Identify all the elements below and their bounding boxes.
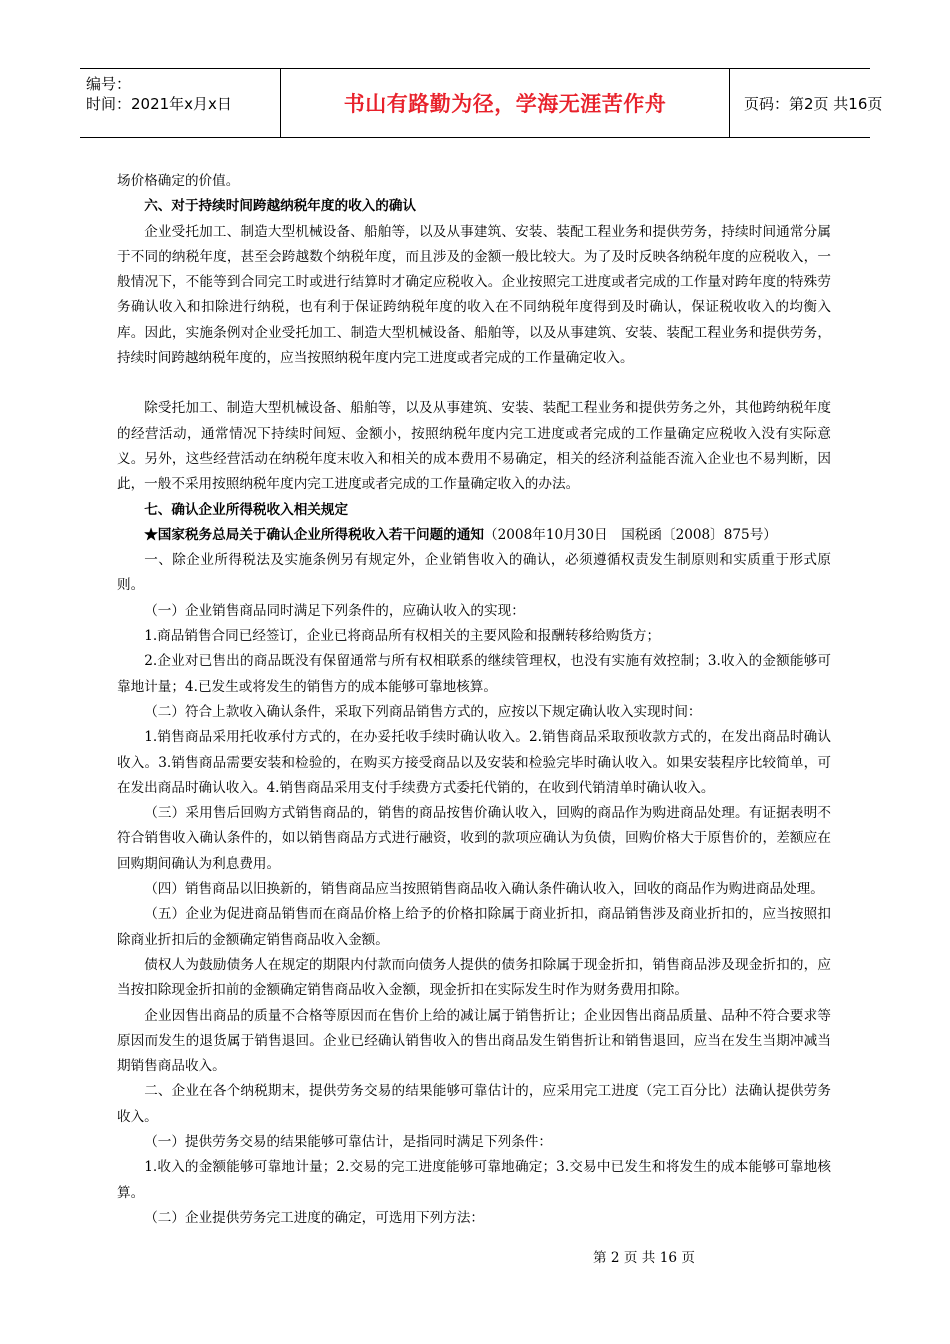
section-heading-7: 七、确认企业所得税收入相关规定 [144,501,349,518]
paragraph: （二）符合上款收入确认条件，采取下列商品销售方式的，应按以下规定确认收入实现时间： [144,703,702,720]
notice-reference: （2008年10月30日 国税函〔2008〕875号） [484,526,777,543]
blank-line [117,371,831,396]
paragraph: 除受托加工、制造大型机械设备、船舶等，以及从事建筑、安装、装配工程业务和提供劳务之外，其他跨纳税年度的经营活动，通常情况下持续时间短、金额小，按照纳税年度内完工进度或者完成的工作量确定应税收入没有实际意义。另外，这些经营活动在纳税年度末收入和相关的成本费用不易确定，相关的经济利益能否流入企业也不易判断，因此，一般不采用按照纳税年度内完工进度或者完成的工作量确定收入的办法。 [117,400,831,493]
paragraph: （二）企业提供劳务完工进度的确定，可选用下列方法： [144,1209,485,1226]
page-header-table [80,68,883,138]
section-heading-6: 六、对于持续时间跨越纳税年度的收入的确认 [144,198,417,215]
notice-heading [117,523,831,548]
header-page-number: 页码：第2页 共16页 [744,94,883,113]
paragraph: 债权人为鼓励债务人在规定的期限内付款而向债务人提供的债务扣除属于现金折扣，销售商品涉及现金折扣的，应当按扣除现金折扣前的金额确定销售商品收入金额，现金折扣在实际发生时作为财务费用扣除。 [117,956,831,999]
doc-number-label: 编号： [86,75,132,93]
notice-title: ★国家税务总局关于确认企业所得税收入若干问题的通知 [144,526,485,543]
header-motto: 书山有路勤为径，学海无涯苦作舟 [281,69,730,137]
header-meta-cell [80,69,281,137]
paragraph: 1.商品销售合同已经签订，企业已将商品所有权相关的主要风险和报酬转移给购货方； [144,628,661,645]
page-footer: 第 2 页 共 16 页 [593,1250,695,1266]
paragraph: （三）采用售后回购方式销售商品的，销售的商品按售价确认收入，回购的商品作为购进商品处理。有证据表明不符合销售收入确认条件的，如以销售商品方式进行融资，收到的款项应确认为负债，回购价格大于原售价的，差额应在回购期间确认为利息费用。 [117,805,831,872]
paragraph: 企业因售出商品的质量不合格等原因而在售价上给的减让属于销售折让；企业因售出商品质量、品种不符合要求等原因而发生的退货属于销售退回。企业已经确认销售收入的售出商品发生销售折让和销售退回，应当在发生当期冲减当期销售商品收入。 [117,1007,831,1075]
paragraph: 场价格确定的价值。 [117,173,240,189]
paragraph: 一、除企业所得税法及实施条例另有规定外，企业销售收入的确认，必须遵循权责发生制原则和实质重于形式原则。 [117,552,831,594]
paragraph: 2.企业对已售出的商品既没有保留通常与所有权相联系的继续管理权，也没有实施有效控制；3.收入的金额能够可靠地计量；4.已发生或将发生的销售方的成本能够可靠地核算。 [117,653,831,695]
paragraph: 二、企业在各个纳税期末，提供劳务交易的结果能够可靠估计的，应采用完工进度（完工百分比）法确认提供劳务收入。 [117,1083,831,1125]
paragraph: （五）企业为促进商品销售而在商品价格上给予的价格扣除属于商业折扣，商品销售涉及商业折扣的，应当按照扣除商业折扣后的金额确定销售商品收入金额。 [117,906,831,948]
header-time: 时间：2021年x月x日 [86,95,232,113]
paragraph: （一）企业销售商品同时满足下列条件的，应确认收入的实现： [144,602,525,619]
paragraph: （四）销售商品以旧换新的，销售商品应当按照销售商品收入确认条件确认收入，回收的商品作为购进商品处理。 [144,881,824,898]
paragraph: （一）提供劳务交易的结果能够可靠估计，是指同时满足下列条件： [144,1133,552,1150]
document-body [117,169,831,1231]
paragraph: 1.收入的金额能够可靠地计量；2.交易的完工进度能够可靠地确定；3.交易中已发生和将发生的成本能够可靠地核算。 [117,1159,831,1201]
paragraph: 企业受托加工、制造大型机械设备、船舶等，以及从事建筑、安装、装配工程业务和提供劳务，持续时间通常分属于不同的纳税年度，甚至会跨越数个纳税年度，而且涉及的金额一般比较大。为了及时反映各纳税年度的应税收入，一般情况下，不能等到合同完工时或进行结算时才确定应税收入。企业按照完工进度或者完成的工作量对跨年度的特殊劳务确认收入和扣除进行纳税，也有利于保证跨纳税年度的收入在不同纳税年度得到及时确认，保证税收收入的均衡入库。因此，实施条例对企业受托加工、制造大型机械设备、船舶等，以及从事建筑、安装、装配工程业务和提供劳务，持续时间跨越纳税年度的，应当按照纳税年度内完工进度或者完成的工作量确定收入。 [117,223,831,367]
paragraph: 1.销售商品采用托收承付方式的，在办妥托收手续时确认收入。2.销售商品采取预收款方式的，在发出商品时确认收入。3.销售商品需要安装和检验的，在购买方接受商品以及安装和检验完毕时确认收入。如果安装程序比较简单，可在发出商品时确认收入。4.销售商品采用支付手续费方式委托代销的，在收到代销清单时确认收入。 [117,729,831,796]
